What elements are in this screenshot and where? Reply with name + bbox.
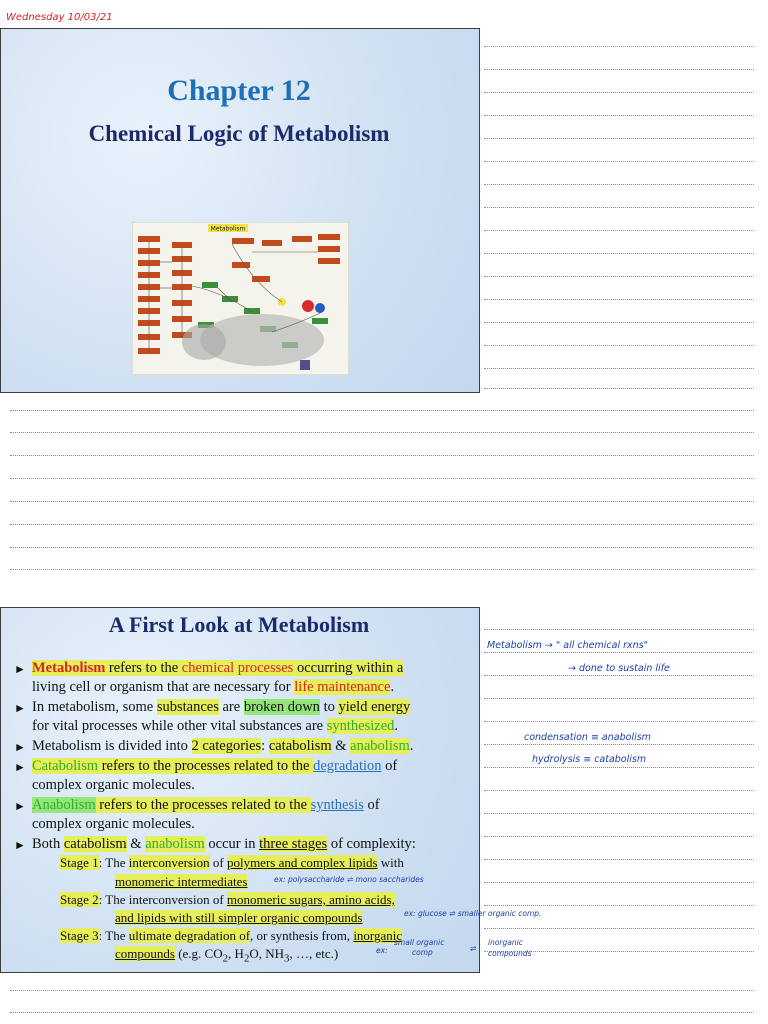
bullet-anabolism-line2: complex organic molecules. (32, 816, 195, 832)
handwritten-note-small-organic: small organic (394, 938, 445, 947)
bullet-catabolism-line2: complex organic molecules. (32, 777, 195, 793)
handwritten-note-inorganic: inorganic (488, 938, 523, 947)
handwritten-note-comp: comp (412, 948, 433, 957)
bullet-broken-down: In metabolism, some substances are broken down to yield energy (32, 699, 411, 715)
bullet-broken-down-line2: for vital processes while other vital substances are synthesized. (32, 718, 399, 734)
chapter-heading: Chapter 12 (167, 74, 311, 107)
bullet-three-stages: Both catabolism & anabolism occur in three stages of complexity: (32, 836, 416, 852)
handwritten-note-stage2-example: ex: glucose ⇌ smaller organic comp. (404, 909, 542, 918)
bullet-arrow: ► (14, 701, 26, 715)
stage-3-line2: compounds (e.g. $CO_2$, $H_2O$, $NH_3$, …, etc.) (115, 946, 339, 965)
handwritten-note-arrow: ⇌ (470, 944, 477, 953)
stage-2: Stage 2: The interconversion of monomeric sugars, amino acids, (60, 892, 395, 907)
bullet-two-categories: Metabolism is divided into 2 categories: catabolism & anabolism. (32, 738, 414, 754)
bullet-arrow: ► (14, 799, 26, 813)
handwritten-note-hydrolysis: hydrolysis ≡ catabolism (532, 754, 647, 765)
handwritten-note-stage1-example: ex: polysaccharide ⇌ mono saccharides (274, 875, 424, 884)
bullet-anabolism: Anabolism refers to the processes related to the synthesis of (32, 797, 380, 813)
bullet-arrow: ► (14, 662, 26, 676)
stage-3: Stage 3: The ultimate degradation of, or synthesis from, inorganic (60, 928, 403, 943)
bullet-arrow: ► (14, 838, 26, 852)
stage-2-line2: and lipids with still simpler organic compounds (115, 910, 363, 925)
stage-1: Stage 1: The interconversion of polymers and complex lipids with (60, 855, 404, 870)
handwritten-note-stage3-ex: ex: (376, 946, 388, 955)
handwritten-note-condensation: condensation ≡ anabolism (524, 732, 651, 743)
handwritten-note-metabolism: Metabolism → " all chemical rxns" (487, 640, 648, 651)
stage-1-line2: monomeric intermediates (115, 874, 248, 889)
bullet-metabolism-def: Metabolism refers to the chemical processes occurring within a (32, 660, 404, 676)
bullet-arrow: ► (14, 740, 26, 754)
chapter-subtitle: Chemical Logic of Metabolism (88, 121, 390, 146)
handwritten-note-compounds: compounds (488, 949, 532, 958)
bullet-metabolism-def-line2: living cell or organism that are necessary for life maintenance. (32, 679, 395, 695)
bullet-catabolism: Catabolism refers to the processes related to the degradation of (32, 758, 398, 774)
metabolism-diagram (132, 222, 349, 375)
slide2-title: A First Look at Metabolism (108, 612, 370, 637)
handwritten-note-sustain-life: → done to sustain life (568, 663, 670, 674)
bullet-arrow: ► (14, 760, 26, 774)
handwritten-date: Wednesday 10/03/21 (6, 12, 113, 23)
diagram-label: Metabolism (210, 225, 246, 233)
